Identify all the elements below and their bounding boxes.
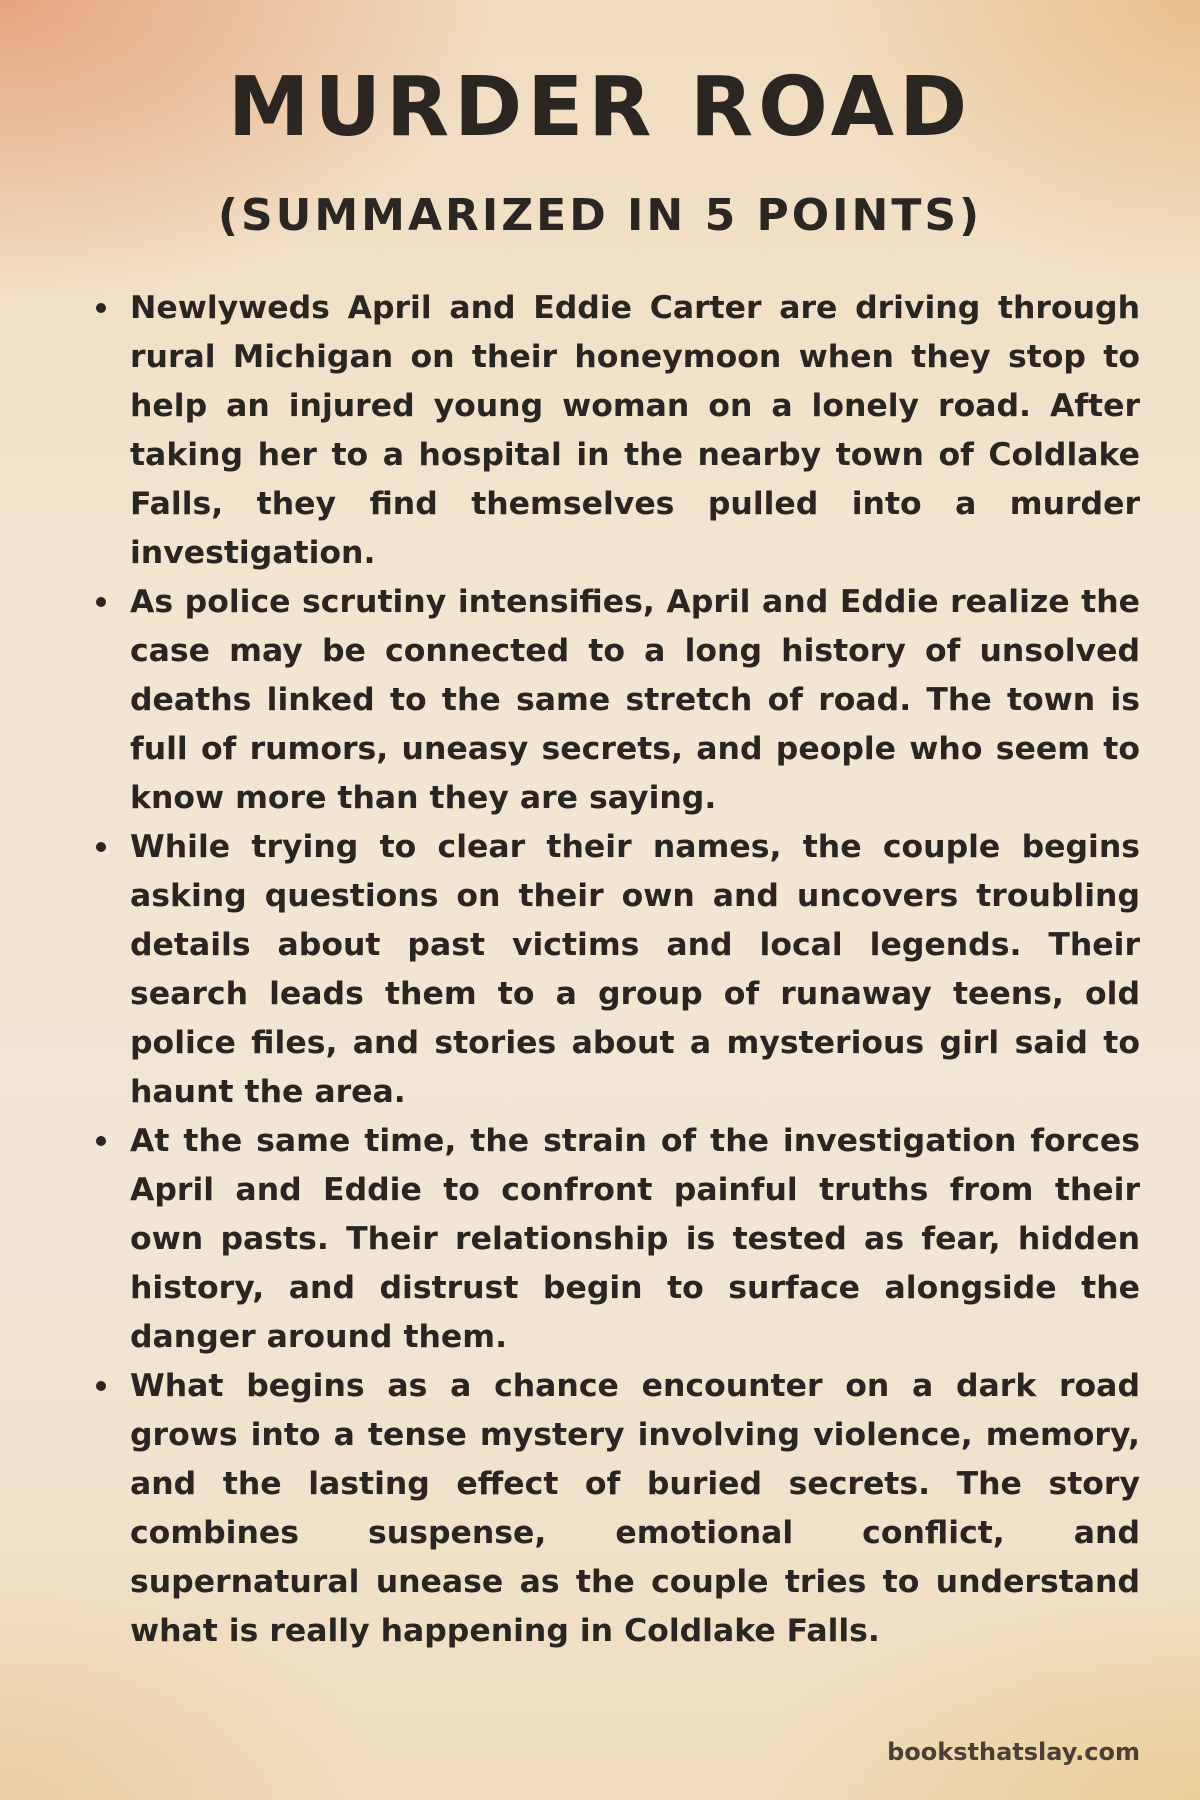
summary-point-text: As police scrutiny intensifies, April and Eddie realize the case may be connected to a long history of unsolved deaths linked to the same stretch of road. The town is full of rumors, uneasy secrets, and people who seem to know more than they are saying. [130,584,1140,816]
summary-point-2 [96,578,1140,823]
bullet-dot-icon [96,1136,106,1146]
summary-point-3 [96,823,1140,1117]
summary-point-text: Newlyweds April and Eddie Carter are driving through rural Michigan on their honeymoon when they stop to help an injured young woman on a lonely road. After taking her to a hospital in the nearby town of Coldlake Falls, they find themselves pulled into a murder investigation. [130,290,1140,571]
summary-point-text: At the same time, the strain of the investigation forces April and Eddie to confront painful truths from their own pasts. Their relationship is tested as fear, hidden history, and distrust begin to surface alongside the danger around them. [130,1123,1140,1355]
page-subtitle: (SUMMARIZED IN 5 POINTS) [217,190,983,241]
bullet-dot-icon [96,1381,106,1391]
summary-point-5 [96,1362,1140,1656]
page-title: MURDER ROAD [227,60,973,155]
site-credit: booksthatslay.com [887,1738,1140,1766]
summary-points-list [96,284,1140,1656]
summary-point-text: What begins as a chance encounter on a dark road grows into a tense mystery involving violence, memory, and the lasting effect of buried secrets. The story combines suspense, emotional conflict, and supernatural unease as the couple tries to understand what is really happening in Coldlake Falls. [130,1368,1140,1649]
summary-point-1 [96,284,1140,578]
summary-point-text: While trying to clear their names, the couple begins asking questions on their own and uncovers troubling details about past victims and local legends. Their search leads them to a group of runaway teens, old police files, and stories about a mysterious girl said to haunt the area. [130,829,1140,1110]
bullet-dot-icon [96,303,106,313]
bullet-dot-icon [96,597,106,607]
bullet-dot-icon [96,842,106,852]
summary-point-4 [96,1117,1140,1362]
